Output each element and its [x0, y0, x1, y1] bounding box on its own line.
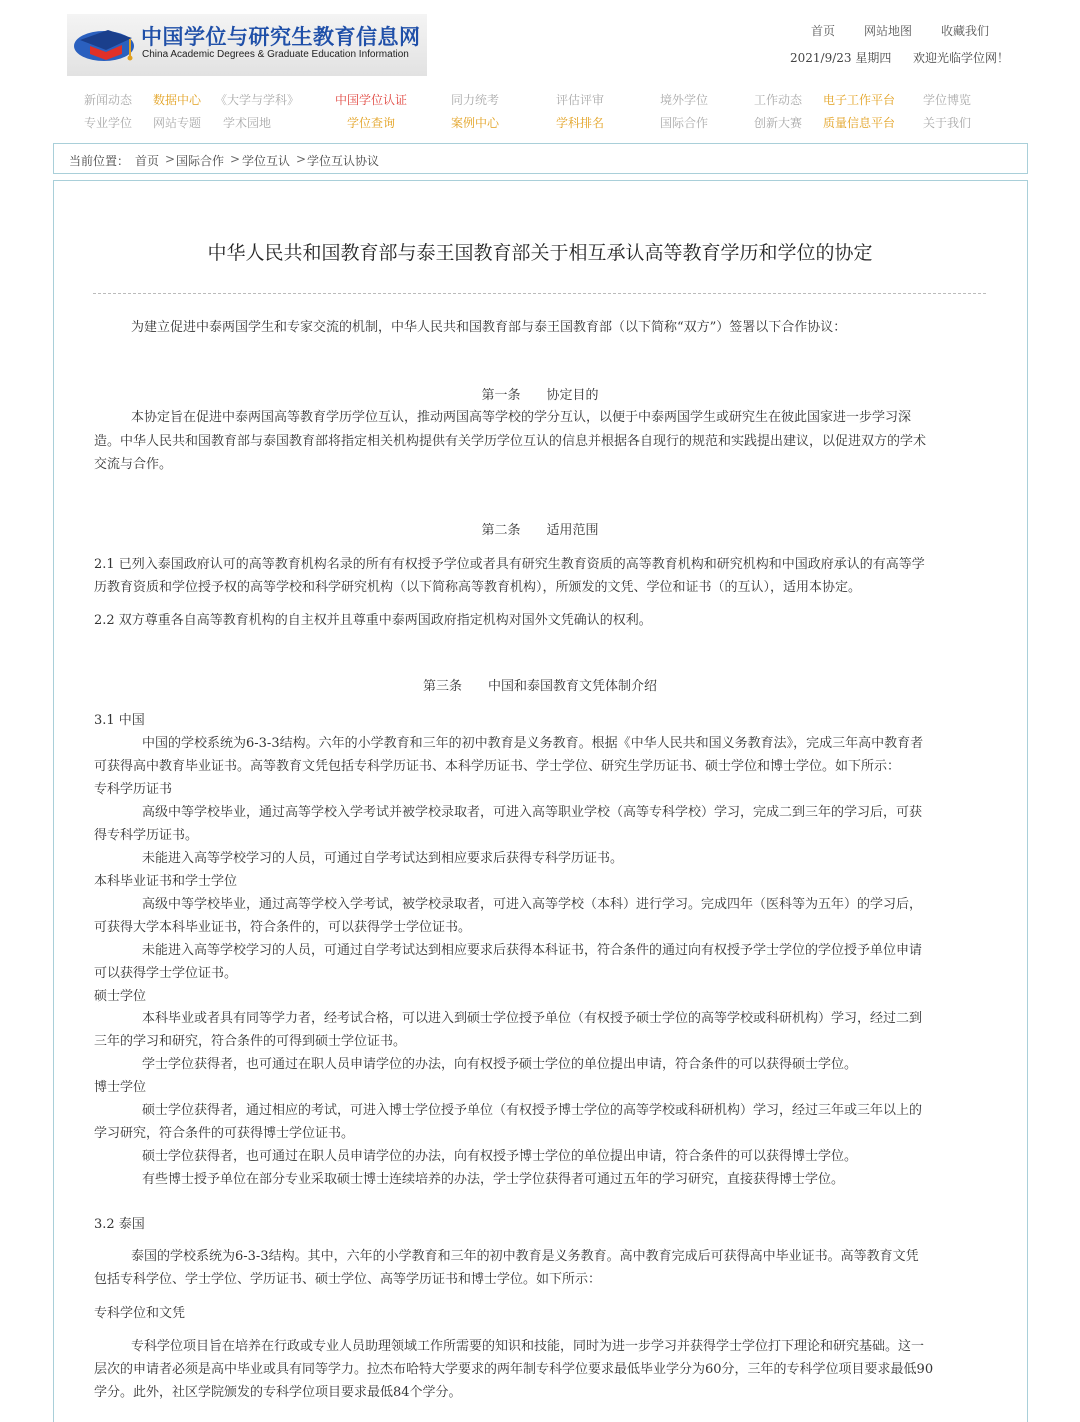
paragraph: 未能进入高等学校学习的人员，可通过自学考试达到相应要求后获得专科学历证书。: [142, 851, 624, 866]
subheading: 硕士学位: [94, 989, 147, 1004]
paragraph: 2.2 双方尊重各自高等教育机构的自主权并且尊重中泰两国政府指定机构对国外文凭确认的权利。: [94, 613, 652, 628]
paragraph: 三年的学习和研究，符合条件的可得到硕士学位证书。: [94, 1034, 407, 1049]
section-heading: 3.1 中国: [94, 713, 145, 728]
paragraph: 未能进入高等学校学习的人员，可通过自学考试达到相应要求后获得本科证书，符合条件的通过向有权授予学士学位的学位授予单位申请: [142, 943, 923, 958]
logo-title-cn: 中国学位与研究生教育信息网: [141, 25, 421, 49]
paragraph: 造。中华人民共和国教育部与泰国教育部将指定相关机构提供有关学历学位互认的信息并根据各自现行的规范和实践提出建议，以促进双方的学术: [94, 434, 927, 449]
paragraph: 可获得高中教育毕业证书。高等教育文凭包括专科学历证书、本科学历证书、学士学位、研究生学历证书、硕士学位和博士学位。如下所示：: [94, 759, 901, 774]
paragraph: 得专科学历证书。: [94, 828, 199, 843]
subheading: 专科学位和文凭: [94, 1306, 186, 1321]
paragraph: 2.1 已列入泰国政府认可的高等教育机构名录的所有有权授予学位或者具有研究生教育资质的高等教育机构和研究机构和中国政府承认的有高等学: [94, 557, 925, 572]
nav-degree-certification[interactable]: 中国学位认证: [335, 93, 408, 107]
nav-university-discipline[interactable]: 《大学与学科》: [215, 93, 300, 107]
article-heading: 第二条 适用范围: [481, 523, 599, 538]
nav-topics[interactable]: 网站专题: [153, 116, 202, 130]
paragraph: 学士学位获得者，也可通过在职人员申请学位的办法，向有权授予硕士学位的单位提出申请，符合条件的可以获得硕士学位。: [142, 1057, 858, 1072]
nav-innovation-contest[interactable]: 创新大赛: [754, 116, 803, 130]
section-heading: 3.2 泰国: [94, 1217, 145, 1232]
breadcrumb-international[interactable]: 国际合作: [176, 154, 225, 168]
paragraph: 为建立促进中泰两国学生和专家交流的机制，中华人民共和国教育部与泰王国教育部（以下简称“双方”）签署以下合作协议：: [131, 320, 847, 335]
site-header: [0, 0, 1080, 82]
graduation-cap-icon: [72, 22, 136, 66]
article-heading: 第一条 协定目的: [481, 388, 599, 403]
paragraph: 学习研究，符合条件的可获得博士学位证书。: [94, 1126, 355, 1141]
nav-degree-query[interactable]: 学位查询: [347, 116, 396, 130]
bookmark-link[interactable]: 收藏我们: [941, 24, 990, 38]
nav-discipline-ranking[interactable]: 学科排名: [556, 116, 605, 130]
article-heading: 第三条 中国和泰国教育文凭体制介绍: [422, 679, 657, 694]
paragraph: 历教育资质和学位授予权的高等学校和科学研究机构（以下简称高等教育机构），所颁发的文凭、学位和证书（的互认），适用本协定。: [94, 580, 862, 595]
paragraph: 泰国的学校系统为6-3-3结构。其中，六年的小学教育和三年的初中教育是义务教育。高中教育完成后可获得高中毕业证书。高等教育文凭: [131, 1249, 919, 1264]
nav-news[interactable]: 新闻动态: [84, 93, 133, 107]
breadcrumb-label: 当前位置：: [69, 154, 130, 168]
nav-case-center[interactable]: 案例中心: [451, 116, 500, 130]
home-link[interactable]: 首页: [811, 24, 836, 38]
paragraph: 层次的申请者必须是高中毕业或具有同等学力。拉杰布哈特大学要求的两年制专科学位要求最低毕业学分为60分，三年的专科学位项目要求最低90: [94, 1362, 934, 1377]
breadcrumb: [53, 143, 1028, 174]
nav-quality-platform[interactable]: 质量信息平台: [823, 116, 896, 130]
paragraph: 本协定旨在促进中泰两国高等教育学历学位互认，推动两国高等学校的学分互认，以便于中泰两国学生或研究生在彼此国家进一步学习深: [131, 410, 912, 425]
paragraph: 硕士学位获得者，通过相应的考试，可进入博士学位授予单位（有权授予博士学位的高等学校或科研机构）学习，经过三年或三年以上的: [142, 1103, 923, 1118]
breadcrumb-separator: >: [230, 152, 241, 166]
main-nav: [0, 86, 1080, 136]
nav-international[interactable]: 国际合作: [660, 116, 709, 130]
welcome-text: 欢迎光临学位网！: [913, 51, 1010, 65]
nav-degree-expo[interactable]: 学位博览: [923, 93, 972, 107]
paragraph: 可获得大学本科毕业证书，符合条件的，可以获得学士学位证书。: [94, 920, 472, 935]
nav-e-platform[interactable]: 电子工作平台: [823, 93, 896, 107]
current-date: 2021/9/23 星期四: [790, 51, 892, 65]
paragraph: 硕士学位获得者，也可通过在职人员申请学位的办法，向有权授予博士学位的单位提出申请，符合条件的可以获得博士学位。: [142, 1149, 858, 1164]
breadcrumb-separator: >: [296, 152, 307, 166]
nav-academic[interactable]: 学术园地: [223, 116, 272, 130]
title-divider: [93, 293, 986, 294]
paragraph: 包括专科学位、学士学位、学历证书、硕士学位、高等学历证书和博士学位。如下所示：: [94, 1272, 602, 1287]
subheading: 本科毕业证书和学士学位: [94, 874, 238, 889]
paragraph: 高级中等学校毕业，通过高等学校入学考试并被学校录取者，可进入高等职业学校（高等专科学校）学习，完成二到三年的学习后，可获: [142, 805, 923, 820]
nav-evaluation[interactable]: 评估评审: [556, 93, 605, 107]
paragraph: 本科毕业或者具有同等学力者，经考试合格，可以进入到硕士学位授予单位（有权授予硕士学位的高等学校或科研机构）学习，经过二到: [142, 1011, 923, 1026]
sitemap-link[interactable]: 网站地图: [864, 24, 913, 38]
nav-overseas-degree[interactable]: 境外学位: [660, 93, 709, 107]
logo-title-en: China Academic Degrees & Graduate Education Information: [142, 49, 409, 60]
site-logo[interactable]: [67, 14, 427, 76]
breadcrumb-home[interactable]: 首页: [135, 154, 160, 168]
subheading: 专科学历证书: [94, 782, 173, 797]
nav-unified-exam[interactable]: 同力统考: [451, 93, 500, 107]
paragraph: 中国的学校系统为6-3-3结构。六年的小学教育和三年的初中教育是义务教育。根据《中华人民共和国义务教育法》，完成三年高中教育者: [142, 736, 924, 751]
article-title: 中华人民共和国教育部与泰王国教育部关于相互承认高等教育学历和学位的协定: [207, 242, 873, 264]
nav-professional-degree[interactable]: 专业学位: [84, 116, 133, 130]
nav-data-center[interactable]: 数据中心: [153, 93, 202, 107]
breadcrumb-mutual-recognition[interactable]: 学位互认: [242, 154, 291, 168]
paragraph: 学分。此外，社区学院颁发的专科学位项目要求最低84个学分。: [94, 1385, 462, 1400]
subheading: 博士学位: [94, 1080, 147, 1095]
paragraph: 专科学位项目旨在培养在行政或专业人员助理领域工作所需要的知识和技能，同时为进一步学习并获得学士学位打下理论和研究基础。这一: [131, 1339, 925, 1354]
nav-about[interactable]: 关于我们: [923, 116, 972, 130]
breadcrumb-separator: >: [165, 152, 176, 166]
paragraph: 有些博士授予单位在部分专业采取硕士博士连续培养的办法，学士学位获得者可通过五年的学习研究，直接获得博士学位。: [142, 1172, 845, 1187]
paragraph: 可以获得学士学位证书。: [94, 966, 238, 981]
breadcrumb-current: 学位互认协议: [307, 154, 380, 168]
nav-work-news[interactable]: 工作动态: [754, 93, 803, 107]
paragraph: 高级中等学校毕业，通过高等学校入学考试，被学校录取者，可进入高等学校（本科）进行学习。完成四年（医科等为五年）的学习后，: [142, 897, 923, 912]
paragraph: 交流与合作。: [94, 457, 173, 472]
